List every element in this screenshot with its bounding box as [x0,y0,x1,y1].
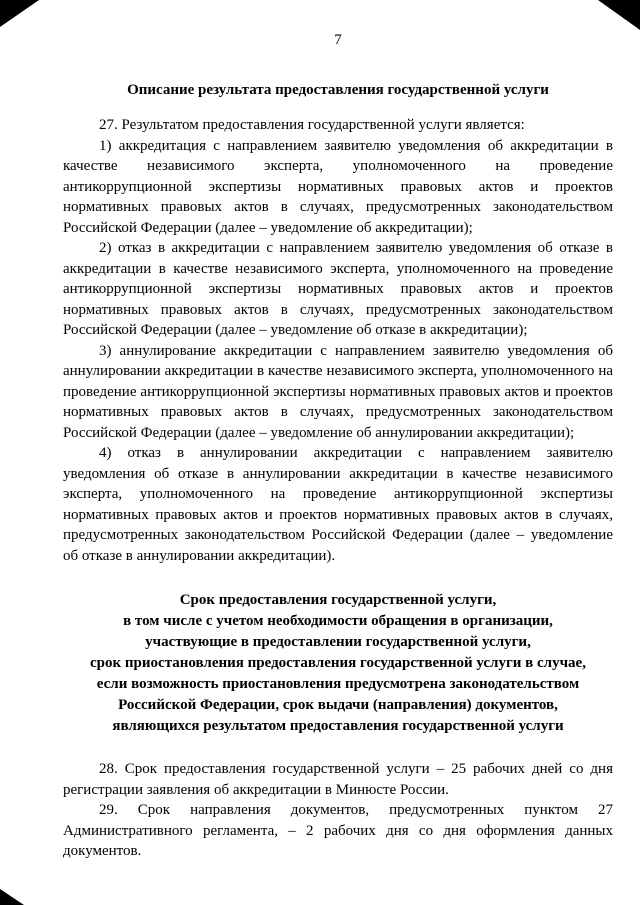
paragraph-27-item-4: 4) отказ в аннулировании аккредитации с направлением заявителю уведомления об отказе в аннулировании аккредитации в качестве независимого эксперта, уполномоченного на проведение антикоррупционной экспертизы нормативных правовых актов и проектов нормативных правовых актов в случаях, предусмотренных законодательством Российской Федерации (далее – уведомление об отказе в аннулировании аккредитации). [63,445,613,564]
paragraph-28: 28. Срок предоставления государственной услуги – 25 рабочих дней со дня регистрации заявления об аккредитации в Минюсте России. [63,761,613,798]
scan-corner-mark-bottom-left [0,889,24,905]
section-terms-heading-line-7: являющихся результатом предоставления государственной услуги [112,718,564,734]
scan-corner-mark-top-left [0,0,39,27]
paragraph-27-item-3: 3) аннулирование аккредитации с направлением заявителю уведомления об аннулировании аккредитации в качестве независимого эксперта, уполномоченного на проведение антикоррупционной экспертизы нормативных правовых актов и проектов нормативных правовых актов в случаях, предусмотренных законодательством Российской Федерации (далее – уведомление об аннулировании аккредитации); [63,342,613,441]
section-terms-heading [63,590,613,737]
paragraph-27-intro: 27. Результатом предоставления государственной услуги является: [99,117,525,133]
section-terms-heading-line-6: Российской Федерации, срок выдачи (направления) документов, [118,697,558,713]
paragraph-27-item-1: 1) аккредитация с направлением заявителю уведомления об аккредитации в качестве независимого эксперта, уполномоченного на проведение антикоррупционной экспертизы нормативных правовых актов и проектов нормативных правовых актов в случаях, предусмотренных законодательством Российской Федерации (далее – уведомление об аккредитации); [63,137,613,236]
section-terms-heading-line-2: в том числе с учетом необходимости обращения в организации, [123,613,553,629]
section-terms-heading-line-5: если возможность приостановления предусмотрена законодательством [96,676,580,692]
scan-corner-mark-top-right [598,0,640,30]
paragraph-27-item-2: 2) отказ в аккредитации с направлением заявителю уведомления об отказе в аккредитации в качестве независимого эксперта, уполномоченного на проведение антикоррупционной экспертизы нормативных правовых актов и проектов нормативных правовых актов в случаях, предусмотренных законодательством Российской Федерации (далее – уведомление об отказе в аккредитации); [63,240,613,338]
section-terms-heading-line-3: участвующие в предоставлении государственной услуги, [145,634,531,650]
paragraph-29: 29. Срок направления документов, предусмотренных пунктом 27 Административного регламента, – 2 рабочих дня со дня оформления данных документов. [63,802,613,859]
section-terms-heading-line-4: срок приостановления предоставления государственной услуги в случае, [90,655,586,671]
section-terms-heading-line-1: Срок предоставления государственной услуги, [179,592,497,608]
page-number: 7 [334,32,342,48]
section-result-heading: Описание результата предоставления государственной услуги [127,82,549,98]
